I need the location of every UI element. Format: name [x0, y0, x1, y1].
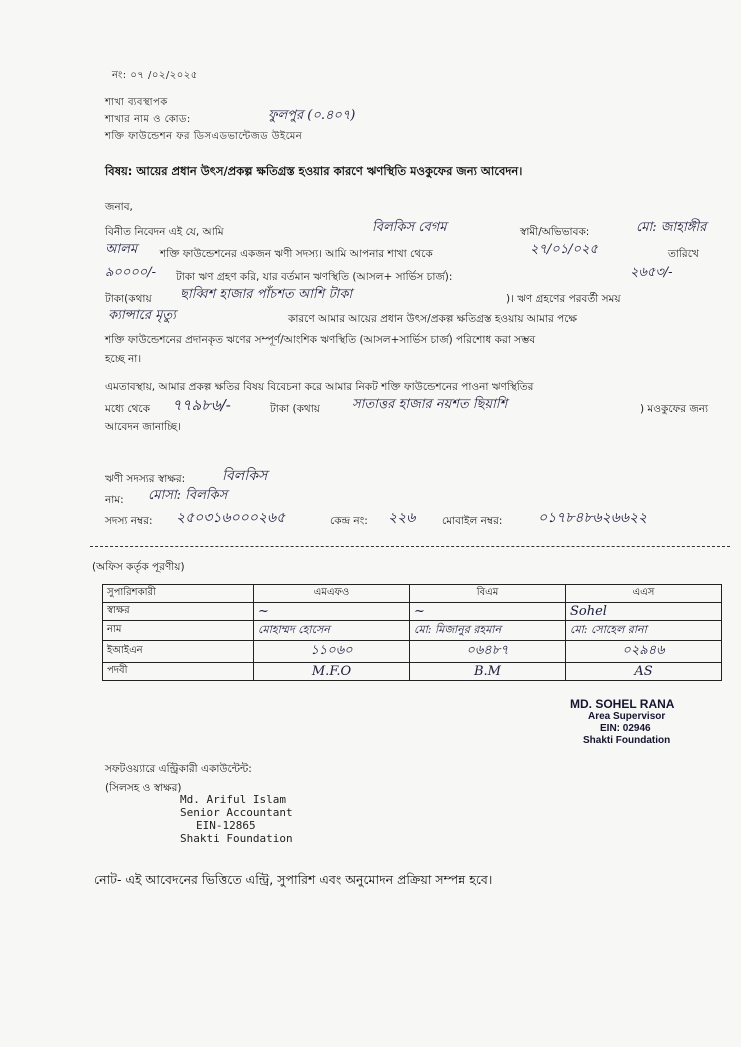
para1-line4-a: টাকা(কথায় [105, 293, 152, 305]
accountant-org: Shakti Foundation [180, 832, 293, 845]
member-id-label: সদস্য নম্বর: [105, 515, 153, 527]
loan-amount-handwritten: ৯০০০০/- [105, 265, 157, 280]
table-row [103, 641, 722, 663]
table-cell: ১১০৬০ [254, 641, 410, 663]
table-cell: মোহাম্মদ হোসেন [254, 621, 410, 641]
para1-line1-b: স্বামী/অভিভাবক: [520, 226, 590, 238]
member-signature-label: ঋণী সদস্যর স্বাক্ষর: [105, 473, 186, 485]
member-id-handwritten: ২৫০৩১৬০০০২৬৫ [176, 510, 286, 526]
salutation: জনাব, [105, 201, 133, 213]
table-cell: মো: সোহেল রানা [566, 621, 722, 641]
row-label: ইআইএন [103, 641, 254, 663]
center-number-label: কেন্দ্র নং: [330, 515, 368, 527]
organization-line: শক্তি ফাউন্ডেশন ফর ডিসএডভান্টেজড উইমেন [105, 131, 303, 142]
table-header-row [103, 585, 722, 603]
para1-line6: শক্তি ফাউন্ডেশনের প্রদানকৃত ঋণের সম্পূর্ণ/আংশিক ঋণস্থিতি (আসল+সার্ভিস চার্জ) পরিশোধ করা সম্ভব [105, 334, 536, 346]
table-cell: B.M [410, 663, 566, 681]
as-stamp-org: Shakti Foundation [583, 735, 671, 746]
row-label: স্বাক্ষর [103, 603, 254, 621]
reference-number: নং: ০৭ /০২/২০২৫ [112, 70, 198, 81]
office-use-heading: (অফিস কর্তৃক পূরণীয়) [92, 561, 185, 573]
member-name-label: নাম: [105, 494, 124, 506]
accountant-name: Md. Ariful Islam [180, 793, 286, 806]
para1-line7: হচ্ছে না। [105, 353, 142, 365]
waiver-amount-handwritten: ৭৭৯৮৬/- [172, 396, 231, 414]
para1-line3-b: টাকা ঋণ গ্রহণ করি, যার বর্তমান ঋণস্থিতি (আসল+ সার্ভিস চার্জ): [176, 271, 453, 283]
row-label: নাম [103, 621, 254, 641]
mobile-handwritten: ০১৭৮৪৮৬২৬৬২২ [538, 510, 648, 526]
accountant-label: সফটওয়্যারে এন্ট্রিকারী একাউন্টেন্ট: [105, 763, 252, 775]
para2-line2-c: ) মওকুফের জন্য [640, 403, 709, 415]
para1-line2-c: তারিখে [668, 248, 699, 260]
as-stamp-title: Area Supervisor [588, 711, 666, 722]
table-header: বিএম [410, 585, 566, 603]
table-cell: ~ [410, 603, 566, 621]
table-row [103, 603, 722, 621]
para2-line2-a: মধ্যে থেকে [105, 403, 150, 415]
table-cell: AS [566, 663, 722, 681]
para1-line4-b: )। ঋণ গ্রহণের পরবর্তী সময় [506, 293, 621, 305]
member-signature: বিলকিস [222, 468, 268, 484]
as-stamp-name: MD. SOHEL RANA [570, 697, 675, 711]
recommendation-table [102, 584, 722, 681]
member-name-handwritten: মোসা: বিলকিস [148, 488, 228, 503]
accountant-seal-label: (সিলসহ ও স্বাক্ষর) [105, 782, 182, 794]
loss-reason-handwritten: ক্যান্সারে মৃত্যু [108, 308, 176, 323]
table-row [103, 663, 722, 681]
para1-line5-b: কারণে আমার আয়ের প্রধান উৎস/প্রকল্প ক্ষতিগ্রস্ত হওয়ায় আমার পক্ষে [288, 313, 577, 325]
para1-line2-b: শক্তি ফাউন্ডেশনের একজন ঋণী সদস্য। আমি আপনার শাখা থেকে [160, 248, 433, 260]
accountant-title: Senior Accountant [180, 806, 293, 819]
mobile-label: মোবাইল নম্বর: [442, 515, 503, 527]
guardian-name-cont-handwritten: আলম [105, 242, 138, 257]
table-cell: মো: মিজানুর রহমান [410, 621, 566, 641]
table-header: সুপারিশকারী [103, 585, 254, 603]
para1-line1-a: বিনীত নিবেদন এই যে, আমি [105, 226, 224, 238]
table-header: এএস [566, 585, 722, 603]
branch-label: শাখার নাম ও কোড: [105, 114, 191, 125]
table-cell: M.F.O [254, 663, 410, 681]
row-label: পদবী [103, 663, 254, 681]
table-row [103, 621, 722, 641]
subject-line: বিষয়: আয়ের প্রধান উৎস/প্রকল্প ক্ষতিগ্রস্ত হওয়ার কারণে ঋণস্থিতি মওকুফের জন্য আবেদন। [105, 164, 523, 178]
recipient-title: শাখা ব্যবস্থাপক [105, 97, 168, 108]
waiver-words-handwritten: সাতাত্তর হাজার নয়শত ছিয়াশি [352, 397, 508, 412]
para2-line1: এমতাবস্থায়, আমার প্রকল্প ক্ষতির বিষয় বিবেচনা করে আমার নিকট শক্তি ফাউন্ডেশনের পাওনা ঋণস্থিতির [105, 381, 534, 393]
para2-line2-b: টাকা (কথায় [270, 403, 320, 415]
table-cell: ০২৯৪৬ [566, 641, 722, 663]
guardian-name-handwritten: মো: জাহাঙ্গীর [636, 220, 707, 235]
outstanding-amount-handwritten: ২৬৫৩/- [630, 265, 673, 280]
footer-note: নোট- এই আবেদনের ভিত্তিতে এন্ট্রি, সুপারিশ এবং অনুমোদন প্রক্রিয়া সম্পন্ন হবে। [94, 872, 493, 887]
table-cell: Sohel [566, 603, 722, 621]
branch-value: ফুলপুর (০.৪০৭) [268, 108, 356, 123]
section-divider [90, 546, 730, 547]
outstanding-words-handwritten: ছাব্বিশ হাজার পাঁচশত আশি টাকা [180, 287, 353, 302]
as-stamp-ein: EIN: 02946 [600, 723, 651, 734]
table-cell: ০৬৪৮৭ [410, 641, 566, 663]
center-number-handwritten: ২২৬ [388, 510, 416, 526]
applicant-name-handwritten: বিলকিস বেগম [372, 220, 447, 235]
table-header: এমএফও [254, 585, 410, 603]
loan-date-handwritten: ২৭/০১/০২৫ [530, 242, 598, 257]
para2-line3: আবেদন জানাচ্ছি। [105, 421, 181, 433]
table-cell: ~ [254, 603, 410, 621]
accountant-ein: EIN-12865 [196, 819, 256, 832]
